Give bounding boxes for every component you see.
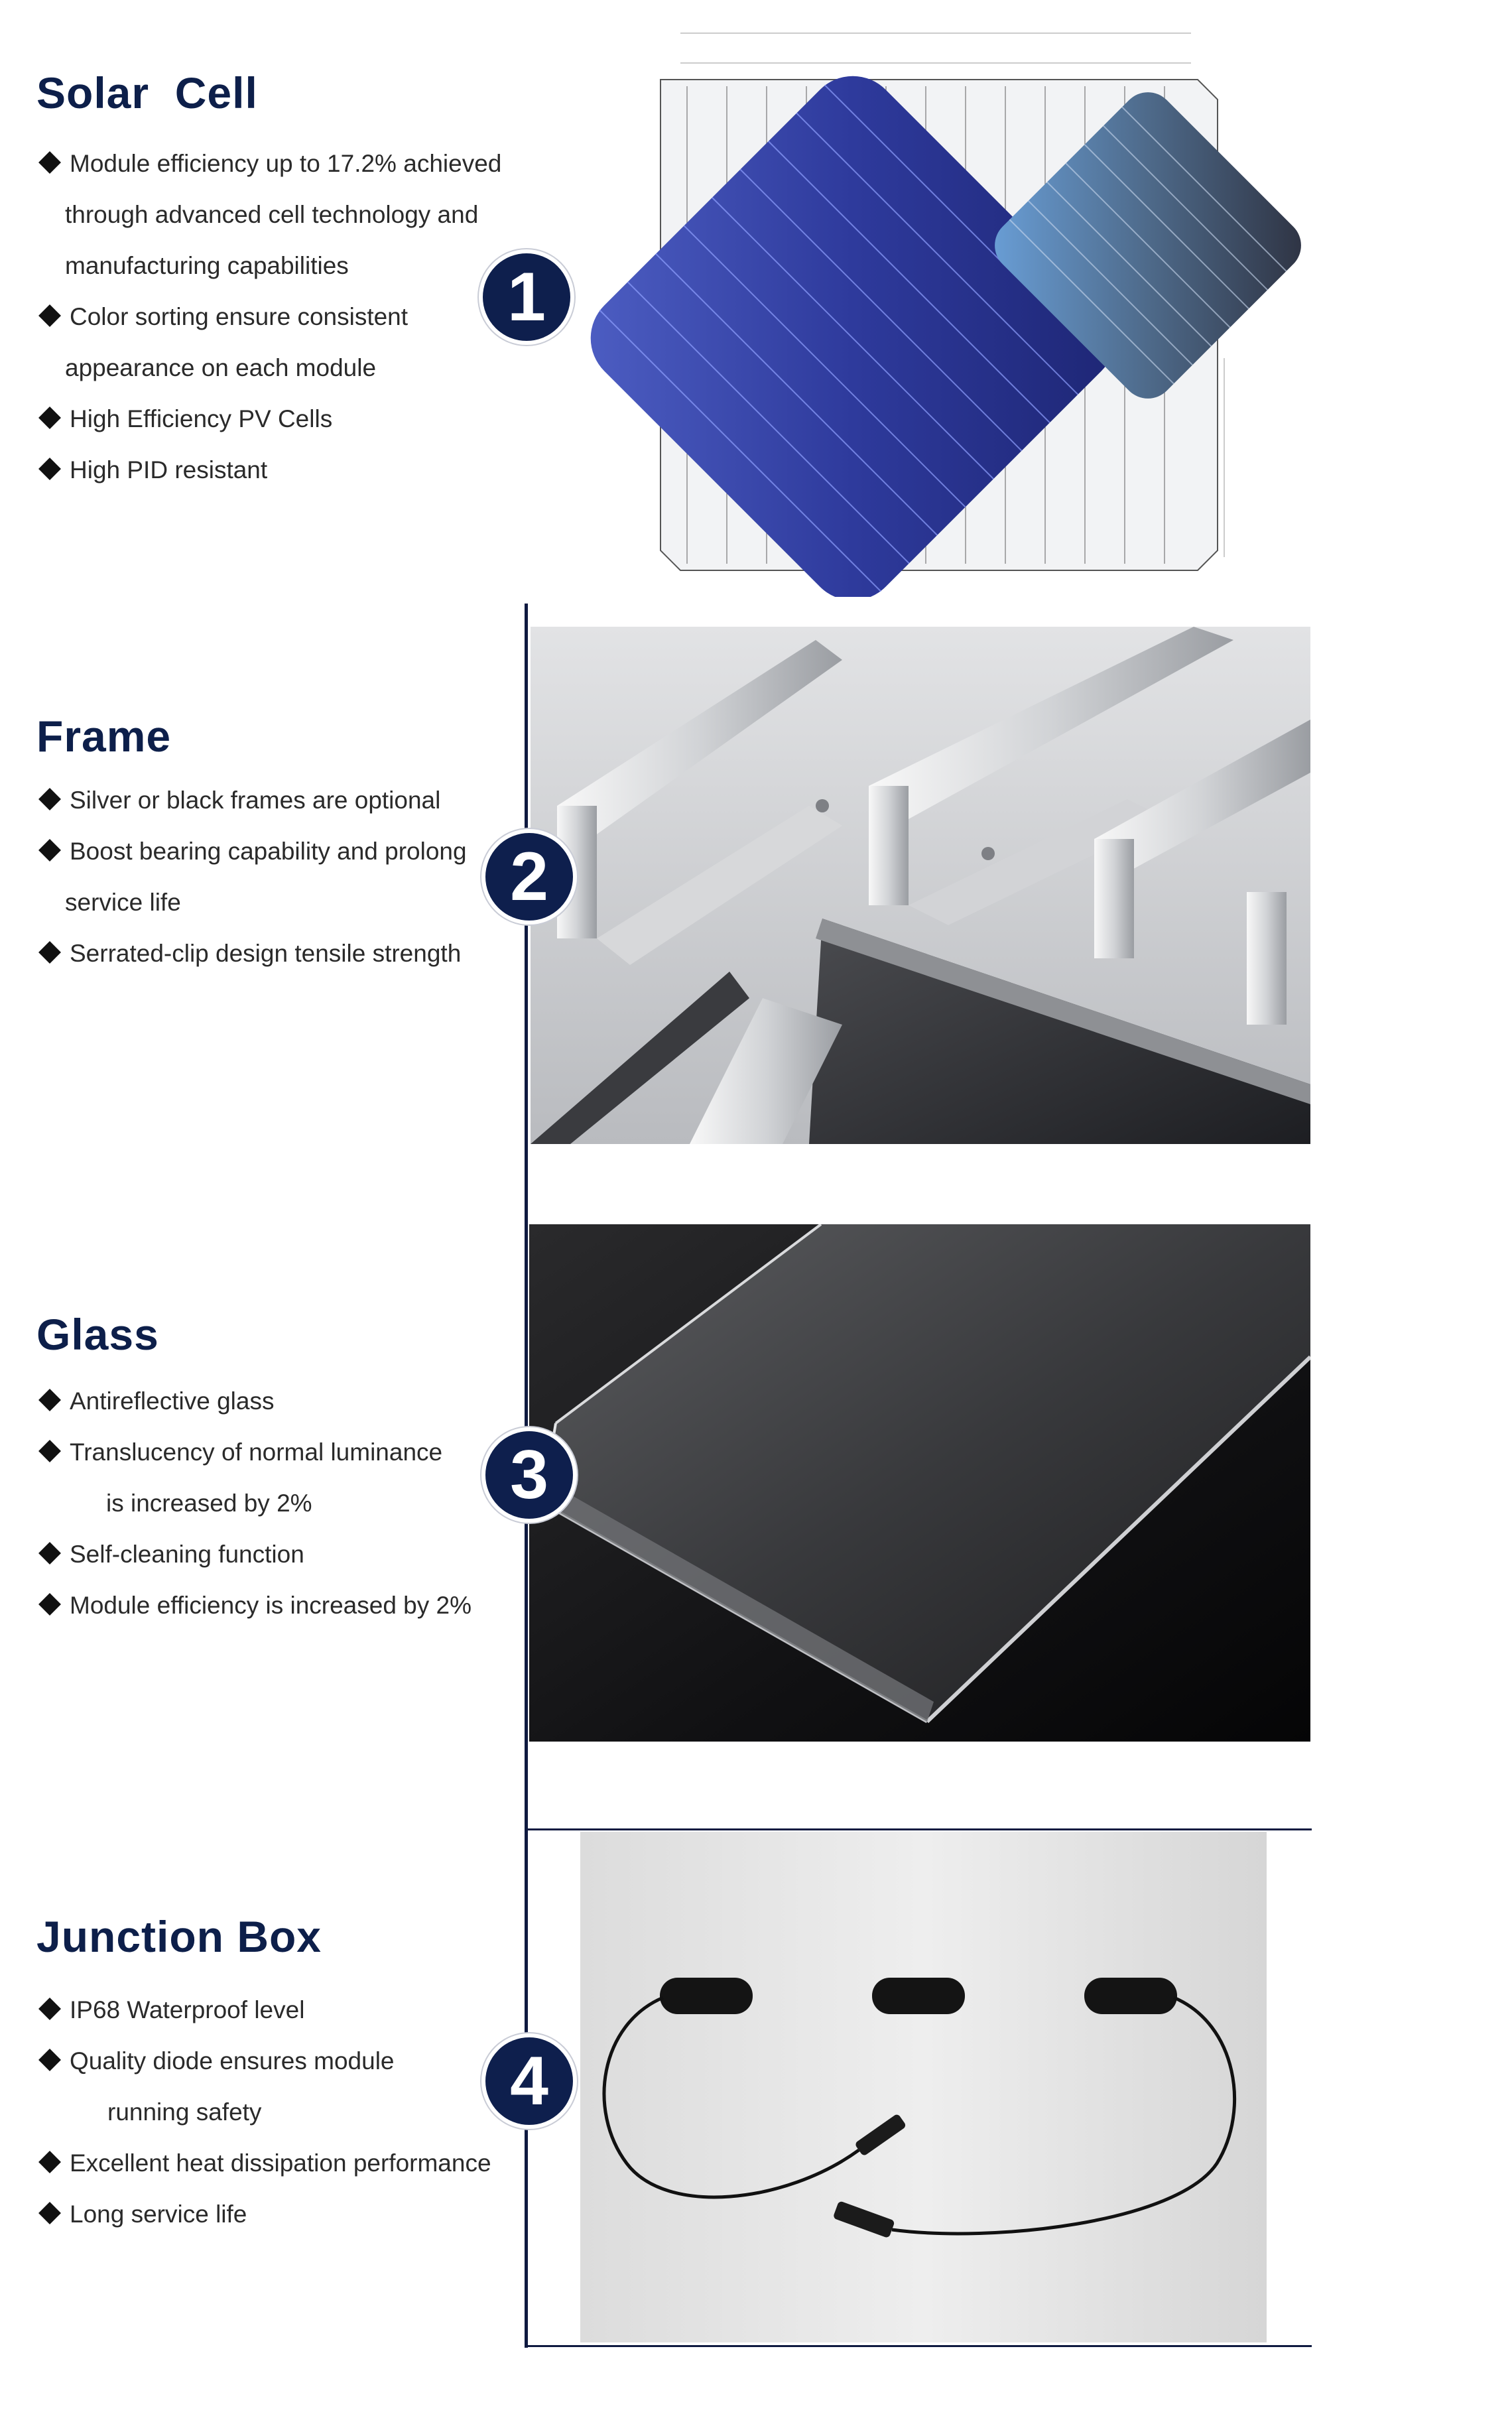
list-item: Antireflective glass xyxy=(36,1375,472,1427)
list-item: Color sorting ensure consistent xyxy=(36,291,501,342)
list-item: Quality diode ensures module xyxy=(36,2035,491,2086)
solar-cell-bullets xyxy=(36,138,501,495)
black-diamond-icon xyxy=(38,2151,61,2173)
black-diamond-icon xyxy=(38,304,61,327)
step-badge-1: 1 xyxy=(479,249,574,345)
section-title-solar-cell: Solar Cell xyxy=(36,68,258,117)
step-badge-3: 3 xyxy=(481,1427,577,1523)
black-diamond-icon xyxy=(38,1998,61,2020)
list-item: Boost bearing capability and prolong xyxy=(36,826,467,877)
frame-bullets xyxy=(36,775,467,979)
black-diamond-icon xyxy=(38,151,61,174)
list-item: High Efficiency PV Cells xyxy=(36,393,501,444)
list-item: Translucency of normal luminance xyxy=(36,1427,472,1478)
list-item: Module efficiency is increased by 2% xyxy=(36,1580,472,1631)
list-item: Silver or black frames are optional xyxy=(36,775,467,826)
aluminum-frame-photo xyxy=(531,627,1310,1144)
section-title-frame: Frame xyxy=(36,712,172,761)
list-item: IP68 Waterproof level xyxy=(36,1984,491,2035)
solar-cell-diagram xyxy=(528,27,1312,597)
bottom-divider xyxy=(525,2345,1312,2347)
list-item-continued: manufacturing capabilities xyxy=(65,252,349,279)
list-item-continued: is increased by 2% xyxy=(106,1490,312,1517)
glass-bullets xyxy=(36,1375,472,1631)
step-badge-2: 2 xyxy=(481,829,577,925)
list-item-continued: running safety xyxy=(107,2098,262,2126)
list-item: Self-cleaning function xyxy=(36,1529,472,1580)
list-item: Serrated-clip design tensile strength xyxy=(36,928,467,979)
black-diamond-icon xyxy=(38,941,61,964)
black-diamond-icon xyxy=(38,458,61,480)
black-diamond-icon xyxy=(38,839,61,862)
black-diamond-icon xyxy=(38,2202,61,2224)
black-diamond-icon xyxy=(38,1389,61,1411)
section-divider xyxy=(525,1828,1312,1830)
list-item-continued: through advanced cell technology and xyxy=(65,201,479,228)
step-badge-4: 4 xyxy=(481,2033,577,2129)
junction-box-photo xyxy=(580,1832,1267,2342)
list-item: Long service life xyxy=(36,2189,491,2240)
black-diamond-icon xyxy=(38,788,61,810)
list-item-continued: service life xyxy=(65,889,181,916)
list-item: Module efficiency up to 17.2% achieved xyxy=(36,138,501,189)
black-diamond-icon xyxy=(38,1593,61,1616)
section-title-glass: Glass xyxy=(36,1310,159,1359)
black-diamond-icon xyxy=(38,1440,61,1462)
black-diamond-icon xyxy=(38,1542,61,1564)
list-item: Excellent heat dissipation performance xyxy=(36,2138,491,2189)
list-item: High PID resistant xyxy=(36,444,501,495)
list-item-continued: appearance on each module xyxy=(65,354,377,381)
black-diamond-icon xyxy=(38,2049,61,2071)
junction-box-bullets xyxy=(36,1984,491,2240)
section-title-junction-box: Junction Box xyxy=(36,1912,322,1961)
glass-sheet-photo xyxy=(529,1224,1310,1742)
black-diamond-icon xyxy=(38,407,61,429)
